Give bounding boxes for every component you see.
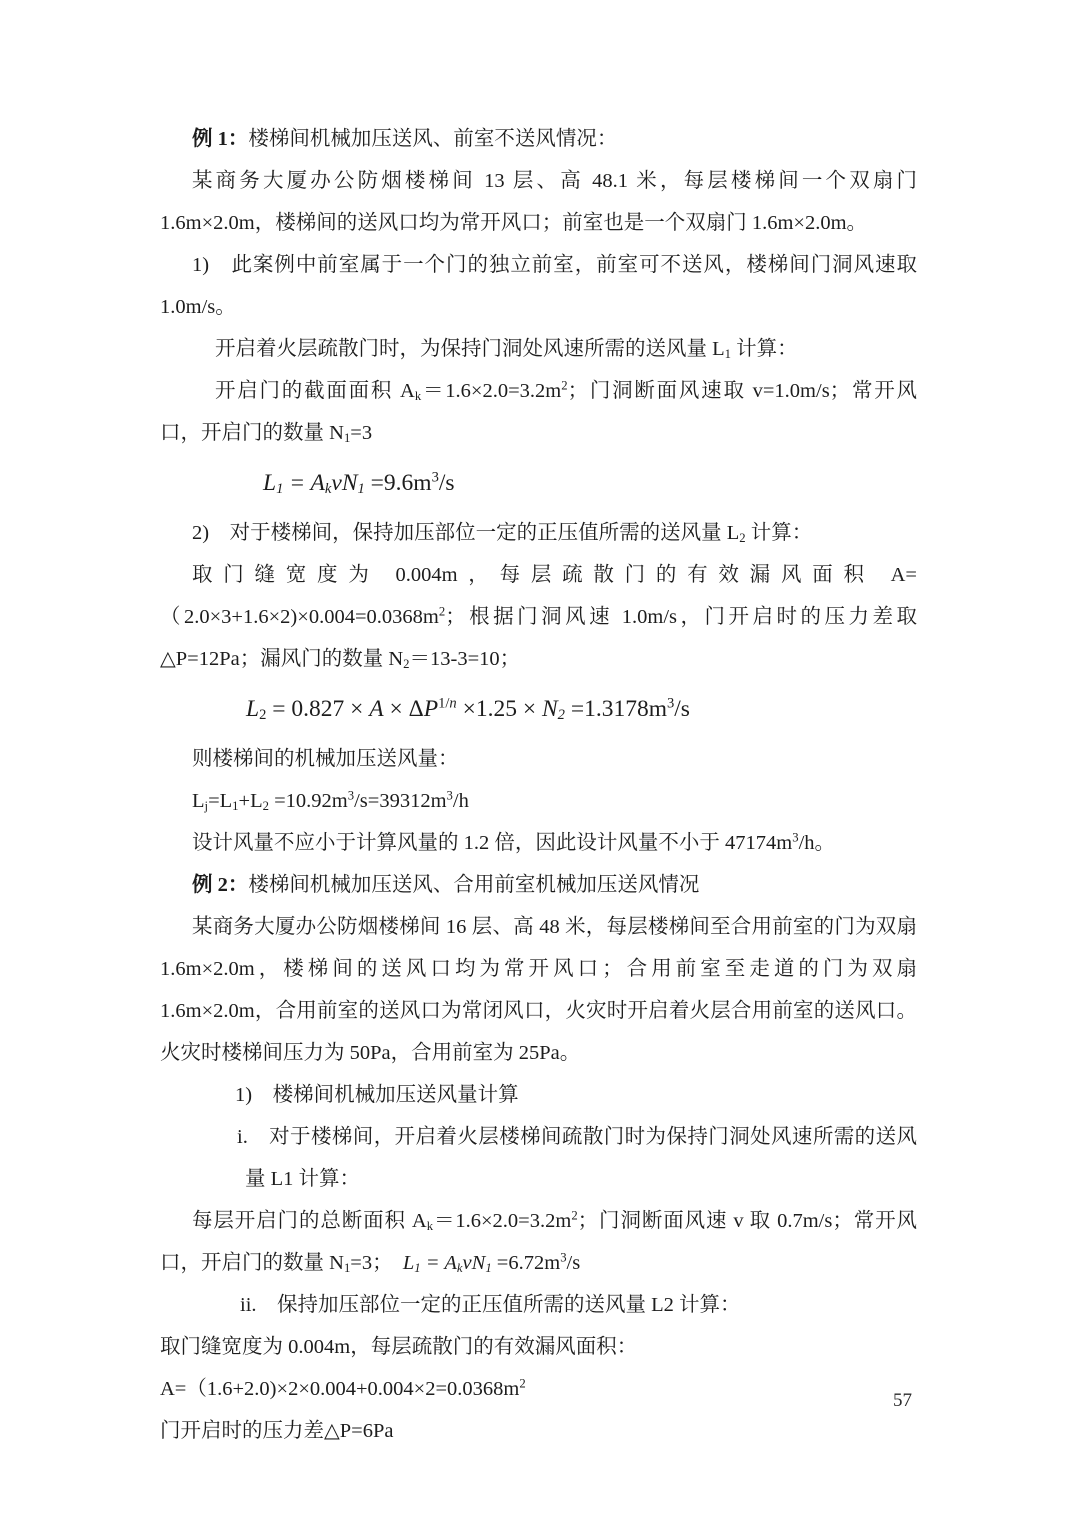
example1-total-label: 则楼梯间的机械加压送风量：: [192, 748, 459, 770]
example1-design-note: 设计风量不应小于计算风量的 1.2 倍，因此设计风量不小于 $47174m^3/h$。: [192, 830, 836, 854]
example1-L2-parameters: 取门缝宽度为 0.004m，每层疏散门的有效漏风面积 $A=(2.0\times 3+1.6\times 2)\times 0.004=0.0368m^2$；根据门洞风速 1.0m/s，门开启时的压力差取△P=12Pa；漏风门的数量 $N_2=13-3=10$；: [160, 564, 917, 671]
example2-item1: 1) 楼梯间机械加压送风量计算: [235, 1084, 519, 1106]
example2-heading: 例 2：楼梯间机械加压送风、合用前室机械加压送风情况: [192, 874, 700, 896]
example2-L2-label: 取门缝宽度为 0.004m，每层疏散门的有效漏风面积：: [160, 1336, 638, 1358]
example2-area-formula: $A=(1.6+2.0)\times 2\times 0.004+0.004\times 2=0.0368m^2$: [160, 1376, 526, 1400]
example1-L1-description: 开启着火层疏散门时，为保持门洞处风速所需的送风量 $L_1$ 计算：: [215, 338, 798, 361]
example1-item1: 1) 此案例中前室属于一个门的独立前室，前室可不送风，楼梯间门洞风速取 1.0m/s。: [160, 254, 917, 318]
example2-pressure-diff: 门开启时的压力差△P=6Pa: [160, 1420, 394, 1442]
example1-formula-L1: $L_1 = A_kvN_1 =9.6m^3/s$: [263, 469, 455, 498]
example1-formula-L2: $L_2 = 0.827 \times A \times \Delta P^{1/n} \times 1.25 \times N_2 =1.3178m^3/s$: [246, 695, 690, 724]
example1-item2: 2) 对于楼梯间，保持加压部位一定的正压值所需的送风量 $L_2$ 计算：: [192, 522, 813, 545]
example1-heading: 例 1：楼梯间机械加压送风、前室不送风情况：: [192, 128, 618, 150]
document-body: [160, 118, 917, 1452]
example2-step-i: i. 对于楼梯间，开启着火层楼梯间疏散门时为保持门洞处风速所需的送风量 L1 计算：: [237, 1126, 917, 1190]
page-number: 57: [893, 1390, 912, 1411]
example1-L1-parameters: 开启门的截面面积 $A_k=1.6\times 2.0=3.2m^2$；门洞断面风速取 v=1.0m/s；常开风口，开启门的数量 $N_1=3$: [160, 378, 917, 445]
example1-intro: 某商务大厦办公防烟楼梯间 13 层、高 48.1 米，每层楼梯间一个双扇门 1.6m×2.0m，楼梯间的送风口均为常开风口；前室也是一个双扇门 1.6m×2.0m。: [160, 170, 917, 234]
example2-step-ii: ii. 保持加压部位一定的正压值所需的送风量 L2 计算：: [240, 1294, 741, 1316]
example1-total-formula: $L_j=L_1+L_2 =10.92m^3/s=39312m^3/h$: [192, 788, 469, 813]
example2-intro: 某商务大厦办公防烟楼梯间 16 层、高 48 米，每层楼梯间至合用前室的门为双扇 1.6m×2.0m，楼梯间的送风口均为常开风口；合用前室至走道的门为双扇 1.6m×2.0m，合用前室的送风口为常闭风口，火灾时开启着火层合用前室的送风口。火灾时楼梯间压力为 50Pa，合用前室为 25Pa。: [160, 916, 917, 1064]
example2-L1-parameters: 每层开启门的总断面积 $A_k=1.6\times 2.0=3.2m^2$；门洞断面风速 v 取 0.7m/s；常开风口，开启门的数量 $N_1=3$； $L_1 = A_kvN_1 =6.72m^3/s$: [160, 1208, 917, 1275]
